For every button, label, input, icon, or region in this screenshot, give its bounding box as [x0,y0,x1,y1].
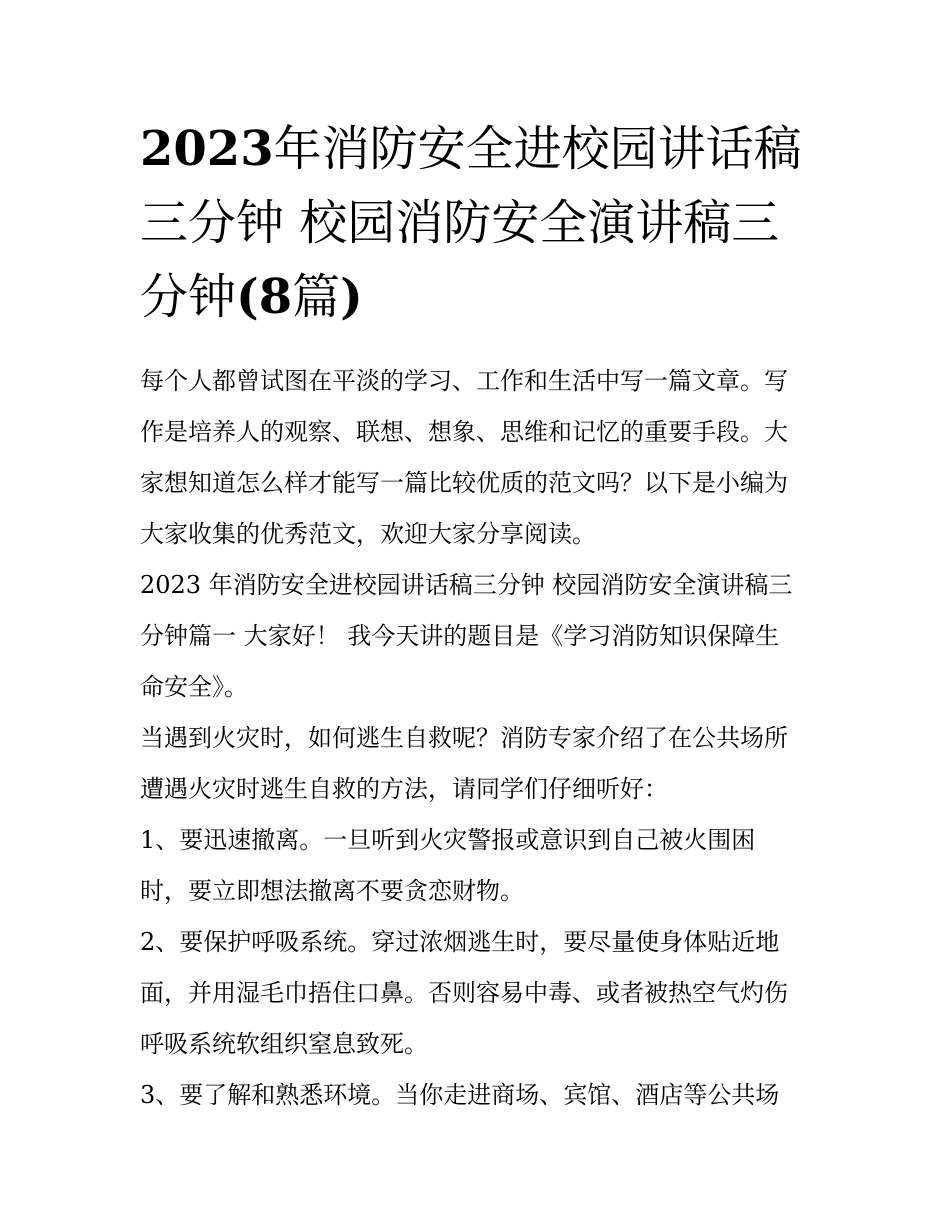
title-line1-rest: 年消防安全进校园讲话稿 [273,121,802,177]
title-line3-a: 分钟 [140,269,237,325]
title-line3-b: (8 [236,269,293,325]
body-line: 面，并用湿毛巾捂住口鼻。否则容易中毒、或者被热空气灼伤 [140,979,788,1007]
document-body [140,356,815,1121]
body-line: 家想知道怎么样才能写一篇比较优质的范文吗？以下是小编为 [140,469,788,497]
body-line: 2023 年消防安全进校园讲话稿三分钟 校园消防安全演讲稿三 [140,571,793,599]
body-line: 遭遇火灾时逃生自救的方法，请同学们仔细听好： [140,775,668,803]
body-line: 2、要保护呼吸系统。穿过浓烟逃生时，要尽量使身体贴近地 [140,928,780,956]
body-line: 每个人都曾试图在平淡的学习、工作和生活中写一篇文章。写 [140,367,788,395]
title-line3-d: ) [340,269,363,325]
body-line: 时，要立即想法撤离不要贪恋财物。 [140,877,524,905]
body-line: 作是培养人的观察、联想、想象、思维和记忆的重要手段。大 [140,418,788,446]
title-line2: 三分钟 校园消防安全演讲稿三 [140,195,780,251]
title-line3-c: 篇 [292,269,341,325]
body-line: 分钟篇一 大家好！ 我今天讲的题目是《学习消防知识保障生 [140,622,780,650]
body-line: 3、要了解和熟悉环境。当你走进商场、宾馆、酒店等公共场 [140,1081,780,1109]
title-year: 2023 [140,121,274,177]
body-line: 呼吸系统软组织窒息致死。 [140,1030,428,1058]
body-line: 命安全》。 [140,673,248,701]
body-line: 1、要迅速撤离。一旦听到火灾警报或意识到自己被火围困 [140,826,756,854]
document-title [140,112,820,334]
body-line: 大家收集的优秀范文，欢迎大家分享阅读。 [140,520,596,548]
body-line: 当遇到火灾时，如何逃生自救呢？消防专家介绍了在公共场所 [140,724,788,752]
